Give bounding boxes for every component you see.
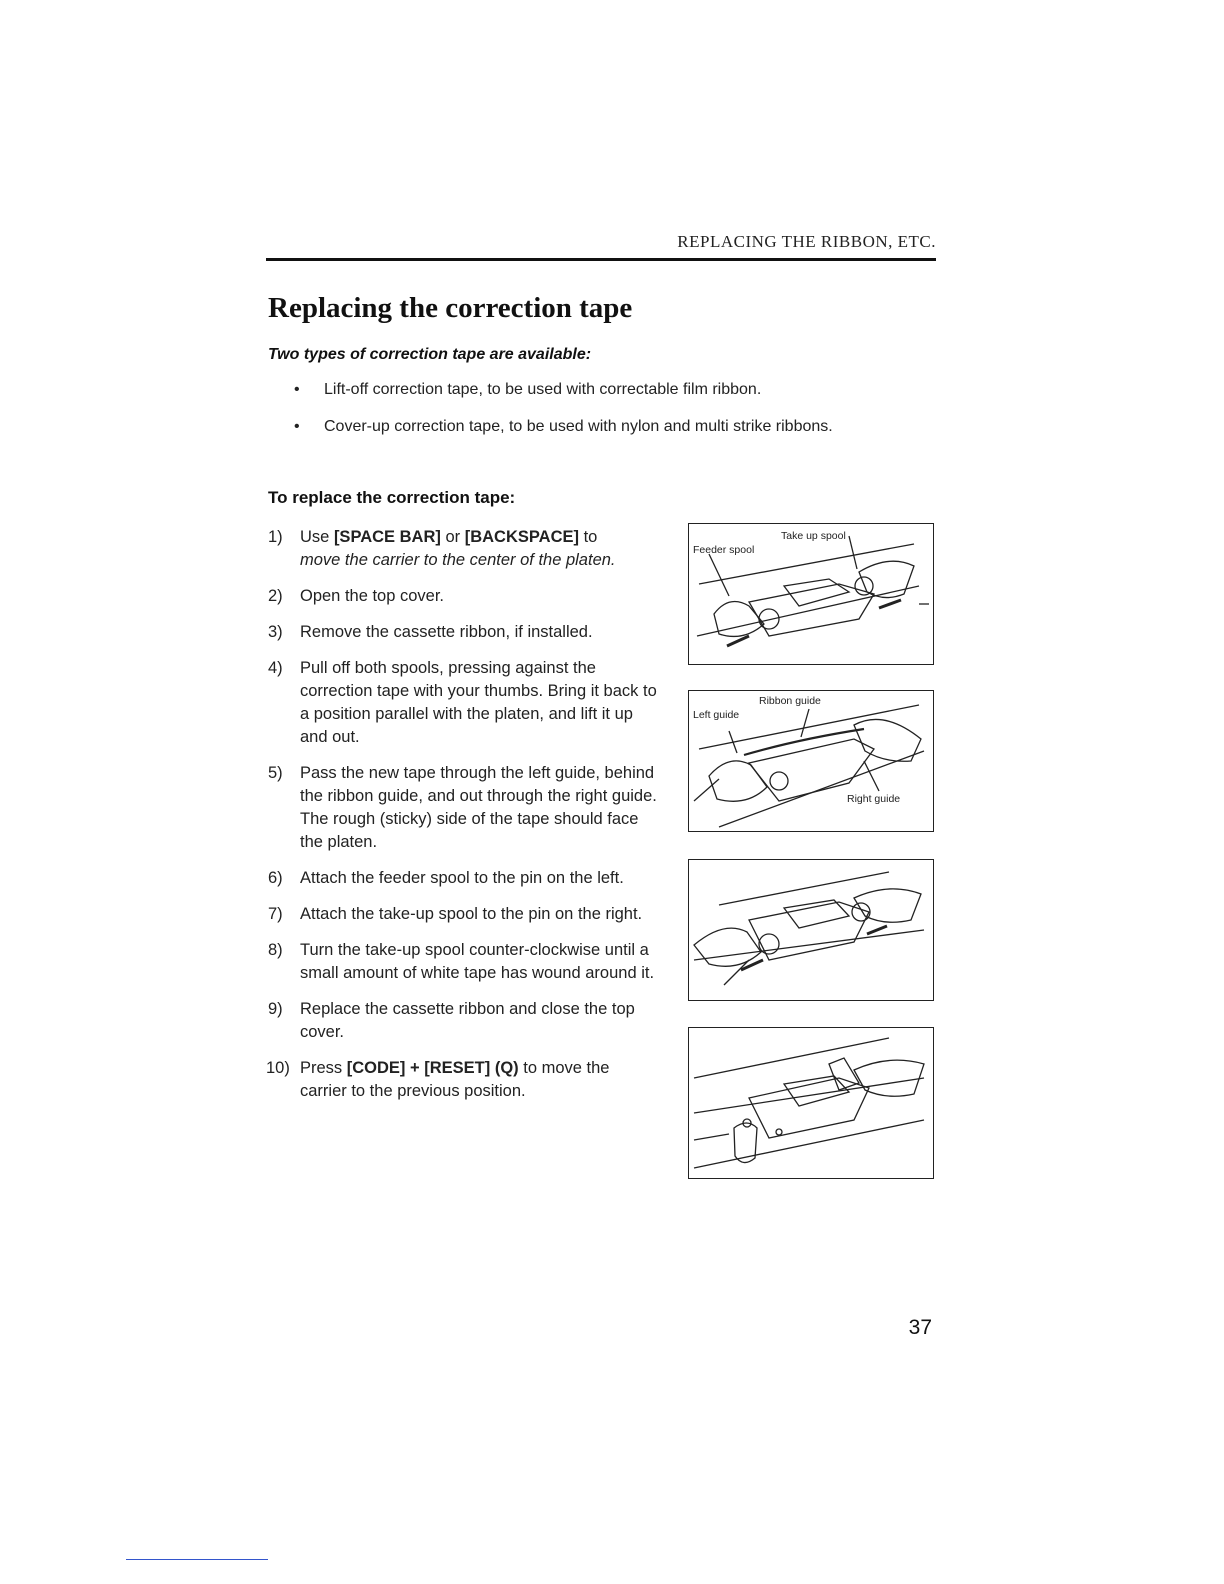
- step-text: Pull off both spools, pressing against the correction tape with your thumbs. Bring it back to a position parallel with the platen, and lift it up and out.: [300, 659, 657, 746]
- running-header: REPLACING THE RIBBON, ETC.: [677, 232, 936, 251]
- list-item: • Cover-up correction tape, to be used with nylon and multi strike ribbons.: [294, 417, 833, 437]
- step-text: Open the top cover.: [300, 587, 445, 605]
- spool-attach-illustration: [689, 860, 932, 999]
- step-text: Attach the feeder spool to the pin on the left.: [300, 869, 624, 887]
- step-item: [268, 621, 660, 644]
- key-code: [CODE]: [346, 1059, 406, 1077]
- step-text: or: [440, 528, 465, 546]
- page-title: Replacing the correction tape: [268, 292, 633, 324]
- step-number: 8): [268, 941, 283, 959]
- step-number: 3): [268, 623, 283, 641]
- step-number: 6): [268, 869, 283, 887]
- procedure-heading: To replace the correction tape:: [268, 488, 516, 507]
- key-reset: [RESET]: [424, 1059, 491, 1077]
- page-number: 37: [908, 1316, 932, 1339]
- key-space-bar: [SPACE BAR]: [333, 528, 441, 546]
- step-text: Attach the take-up spool to the pin on the right.: [300, 905, 643, 923]
- step-number: 4): [268, 659, 283, 677]
- step-item: [268, 998, 660, 1044]
- step-number: 2): [268, 587, 283, 605]
- key-plus: +: [405, 1059, 425, 1077]
- figure-remove-spools: [688, 523, 934, 665]
- key-q: (Q): [490, 1059, 519, 1077]
- step-item: [268, 585, 660, 608]
- step-item: [268, 1057, 660, 1103]
- step-number: 7): [268, 905, 283, 923]
- step-text: Replace the cassette ribbon and close the top cover.: [300, 1000, 635, 1041]
- callout-left-guide: Left guide: [693, 709, 740, 721]
- step-item: [268, 526, 660, 572]
- step-text: Turn the take-up spool counter-clockwise until a small amount of white tape has wound around it.: [300, 941, 655, 982]
- section-subhead: Two types of correction tape are available:: [268, 346, 592, 363]
- footer-rule: [126, 1559, 268, 1560]
- step-text: to move the carrier to the previous position.: [300, 1059, 610, 1100]
- key-backspace: [BACKSPACE]: [464, 528, 580, 546]
- list-item: • Lift-off correction tape, to be used with correctable film ribbon.: [294, 380, 833, 400]
- step-number: 1): [268, 528, 283, 546]
- step-item: [268, 657, 660, 749]
- tape-winding-illustration: [689, 1028, 932, 1177]
- step-item: [268, 762, 660, 854]
- step-text: Remove the cassette ribbon, if installed.: [300, 623, 593, 641]
- step-item: [268, 903, 660, 926]
- tape-types-list: [294, 380, 833, 454]
- figure-attach-spools: [688, 859, 934, 1001]
- step-text: Pass the new tape through the left guide, behind the ribbon guide, and out through the right guide. The rough (sticky) side of the tape should face the platen.: [300, 764, 657, 851]
- step-text-italic: move the carrier to the center of the platen.: [300, 551, 616, 569]
- step-number: 10): [266, 1059, 290, 1077]
- step-item: [268, 867, 660, 890]
- procedure-steps: [268, 526, 660, 1116]
- step-number: 9): [268, 1000, 283, 1018]
- step-text: to: [579, 528, 598, 546]
- callout-right-guide: Right guide: [847, 793, 901, 805]
- figure-thread-tape: [688, 690, 934, 832]
- step-text: Use: [300, 528, 334, 546]
- callout-ribbon-guide: Ribbon guide: [759, 695, 821, 707]
- header-rule: [266, 258, 936, 261]
- step-item: [268, 939, 660, 985]
- callout-feeder-spool: Feeder spool: [693, 544, 755, 556]
- callout-take-up-spool: Take up spool: [781, 530, 846, 542]
- figure-wind-tape: [688, 1027, 934, 1179]
- step-number: 5): [268, 764, 283, 782]
- step-text: Press: [300, 1059, 347, 1077]
